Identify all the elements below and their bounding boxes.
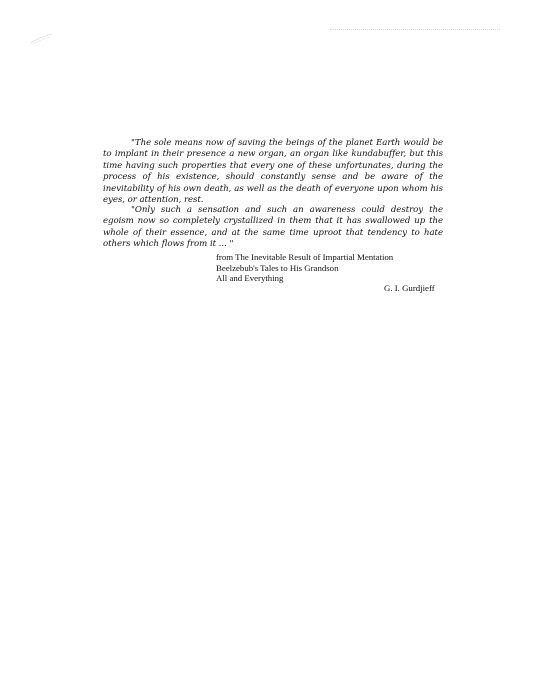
quote-paragraph-1 bbox=[103, 138, 443, 206]
quote-paragraph-2 bbox=[103, 205, 443, 251]
scan-artifact-mark bbox=[30, 33, 54, 45]
quote-text-1: "The sole means now of saving the beings of the planet Earth would be to implant in their presence a new organ, an organ like kundabuffer, but this time having such properties that every one of these unfortunates, during the process of his existence, should constantly sense and be aware of the inevitability of his own death, as well as the death of everyone upon whom his eyes, or attention, rest. bbox=[103, 138, 443, 206]
attribution-block bbox=[216, 252, 393, 284]
scan-artifact-line bbox=[330, 29, 500, 32]
attribution-series-line: All and Everything bbox=[216, 273, 284, 284]
author-name: G. I. Gurdjieff bbox=[384, 283, 435, 293]
attribution-source-line: from The Inevitable Result of Impartial Mentation bbox=[216, 252, 394, 262]
attribution-book-line: Beelzebub's Tales to His Grandson bbox=[216, 262, 339, 273]
quote-text-2: "Only such a sensation and such an awareness could destroy the egoism now so completely crystallized in them that it has swallowed up the whole of their essence, and at the same time uproot that tendency to hate others which flows from it ... " bbox=[103, 205, 443, 250]
